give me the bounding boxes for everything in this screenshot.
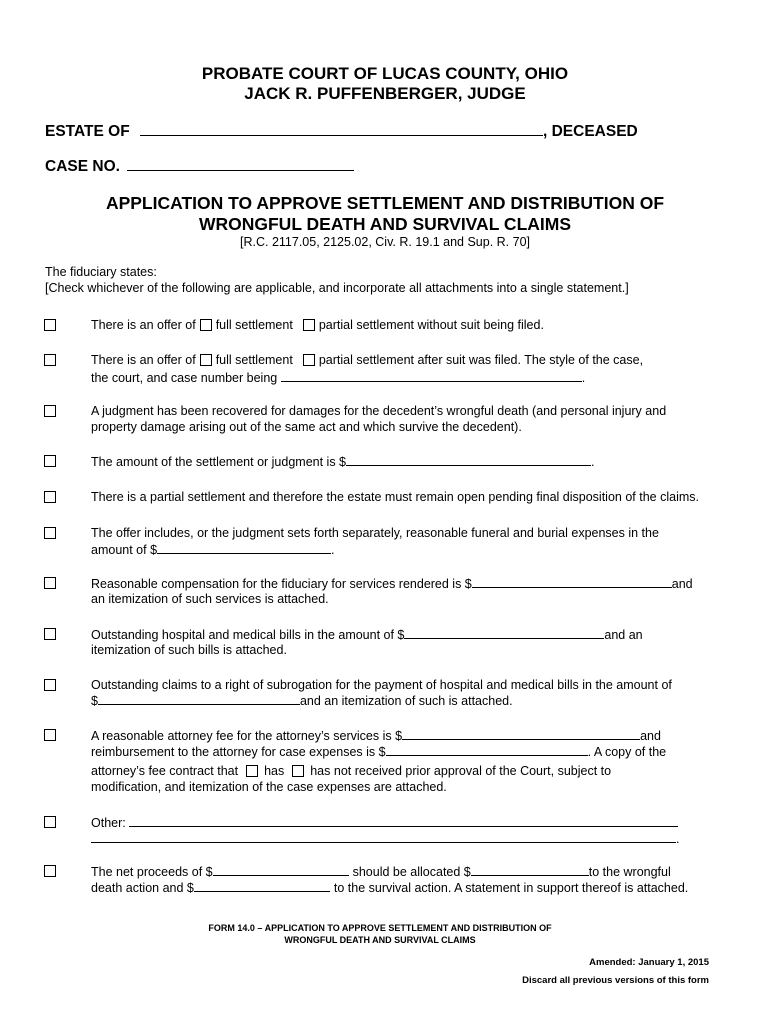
- full-settlement-checkbox[interactable]: [200, 319, 212, 331]
- item-attorney-fee-line-3: [91, 763, 611, 779]
- item-text: and: [671, 577, 693, 591]
- item-text: death action and $: [91, 881, 194, 895]
- item-text: amount of $: [91, 543, 158, 557]
- estate-of-label: ESTATE OF: [45, 123, 130, 140]
- item-text: attorney’s fee contract that: [91, 764, 239, 778]
- item-text: $: [91, 694, 98, 708]
- item-text: to the survival action. A statement in support thereof is attached.: [333, 881, 689, 895]
- case-no-row: [45, 156, 354, 176]
- statute-citation: [R.C. 2117.05, 2125.02, Civ. R. 19.1 and Sup. R. 70]: [240, 235, 530, 249]
- item-net-proceeds-checkbox[interactable]: [44, 865, 56, 877]
- item-medical-bills-line-2: itemization of such bills is attached.: [91, 643, 287, 657]
- discard-notice: Discard all previous versions of this form: [522, 975, 709, 986]
- medical-bills-field[interactable]: [404, 626, 604, 639]
- amended-date: Amended: January 1, 2015: [589, 957, 709, 968]
- item-text: The amount of the settlement or judgment is $: [91, 455, 346, 469]
- item-judgment-recovered-checkbox[interactable]: [44, 405, 56, 417]
- judge-name: JACK R. PUFFENBERGER, JUDGE: [244, 84, 526, 103]
- item-text: Reasonable compensation for the fiduciary for services rendered is $: [91, 577, 472, 591]
- item-text: Outstanding hospital and medical bills in the amount of $: [91, 628, 405, 642]
- item-text: The net proceeds of $: [91, 865, 213, 879]
- item-text: and: [640, 729, 661, 743]
- item-judgment-recovered-line-2: property damage arising out of the same act and which survive the decedent).: [91, 420, 522, 434]
- item-attorney-fee-line-2: [91, 743, 666, 760]
- item-text: There is an offer of: [91, 318, 196, 332]
- item-text: full settlement: [215, 353, 293, 367]
- intro-statement: The fiduciary states:: [45, 265, 157, 279]
- item-fiduciary-compensation-checkbox[interactable]: [44, 577, 56, 589]
- item-text: partial settlement after suit was filed. The style of the case,: [318, 353, 644, 367]
- item-attorney-fee-checkbox[interactable]: [44, 729, 56, 741]
- subrogation-amount-field[interactable]: [98, 692, 300, 705]
- form-footer-line-1: FORM 14.0 – APPLICATION TO APPROVE SETTLEMENT AND DISTRIBUTION OF: [208, 923, 552, 933]
- survival-allocation-field[interactable]: [194, 879, 330, 892]
- item-medical-bills-line-1: [91, 626, 643, 643]
- has-not-checkbox[interactable]: [292, 765, 304, 777]
- item-text: Other:: [91, 816, 126, 830]
- item-text: There is an offer of: [91, 353, 196, 367]
- item-text: .: [331, 543, 335, 557]
- wrongful-death-allocation-field[interactable]: [471, 863, 589, 876]
- item-text: full settlement: [215, 318, 293, 332]
- form-title-line-2: WRONGFUL DEATH AND SURVIVAL CLAIMS: [198, 214, 572, 234]
- item-fiduciary-compensation-line-1: [91, 575, 693, 592]
- item-funeral-expenses-checkbox[interactable]: [44, 527, 56, 539]
- intro-instructions: [Check whichever of the following are applicable, and incorporate all attachments into a single statement.]: [45, 281, 629, 295]
- net-proceeds-field[interactable]: [213, 863, 349, 876]
- estate-name-field[interactable]: [140, 121, 543, 136]
- item-text: and an itemization of such is attached.: [299, 694, 513, 708]
- item-text: and an: [604, 628, 643, 642]
- item-net-proceeds-line-2: [91, 879, 688, 896]
- item-text: .: [591, 455, 595, 469]
- full-settlement-checkbox[interactable]: [200, 354, 212, 366]
- item-settlement-amount: [91, 453, 594, 470]
- partial-settlement-checkbox[interactable]: [303, 354, 315, 366]
- other-field-line-1[interactable]: [129, 814, 678, 827]
- item-subrogation-line-2: [91, 692, 513, 709]
- item-partial-settlement: There is a partial settlement and therefore the estate must remain open pending final disposition of the claims.: [91, 490, 699, 504]
- item-judgment-recovered-line-1: A judgment has been recovered for damages for the decedent’s wrongful death (and personal injury and: [91, 404, 667, 418]
- case-expenses-field[interactable]: [386, 743, 588, 756]
- item-other-checkbox[interactable]: [44, 816, 56, 828]
- item-text: has not received prior approval of the Court, subject to: [310, 764, 612, 778]
- partial-settlement-checkbox[interactable]: [303, 319, 315, 331]
- item-subrogation-line-1: Outstanding claims to a right of subrogation for the payment of hospital and medical bills in the amount of: [91, 678, 672, 692]
- item-text: reimbursement to the attorney for case expenses is $: [91, 745, 386, 759]
- item-attorney-fee-line-1: [91, 727, 661, 744]
- item-text: has: [264, 764, 285, 778]
- item-text: the court, and case number being: [91, 371, 278, 385]
- item-text: . A copy of the: [587, 745, 667, 759]
- item-offer-after-suit-checkbox[interactable]: [44, 354, 56, 366]
- estate-of-row: [45, 121, 638, 141]
- form-title-line-1: APPLICATION TO APPROVE SETTLEMENT AND DISTRIBUTION OF: [105, 193, 665, 213]
- attorney-fee-field[interactable]: [402, 727, 640, 740]
- case-number-field[interactable]: [127, 156, 354, 171]
- deceased-label: , DECEASED: [543, 123, 638, 140]
- item-text: .: [676, 832, 680, 846]
- item-offer-after-suit-line-2: [91, 369, 585, 386]
- item-funeral-expenses-line-1: The offer includes, or the judgment sets forth separately, reasonable funeral and burial expenses in the: [91, 526, 659, 540]
- fiduciary-compensation-field[interactable]: [472, 575, 672, 588]
- item-offer-without-suit: [91, 317, 544, 333]
- item-partial-settlement-checkbox[interactable]: [44, 491, 56, 503]
- case-style-field[interactable]: [281, 369, 582, 382]
- item-funeral-expenses-line-2: [91, 541, 335, 558]
- item-text: .: [581, 371, 586, 385]
- item-medical-bills-checkbox[interactable]: [44, 628, 56, 640]
- court-name: PROBATE COURT OF LUCAS COUNTY, OHIO: [201, 64, 569, 83]
- settlement-amount-field[interactable]: [346, 453, 591, 466]
- item-fiduciary-compensation-line-2: an itemization of such services is attached.: [91, 592, 329, 606]
- item-other-line-2: [91, 830, 679, 847]
- item-text: A reasonable attorney fee for the attorney’s services is $: [91, 729, 403, 743]
- item-offer-after-suit: [91, 352, 643, 368]
- case-no-label: CASE NO.: [45, 158, 120, 175]
- item-offer-without-suit-checkbox[interactable]: [44, 319, 56, 331]
- item-text: partial settlement without suit being filed.: [318, 318, 544, 332]
- item-other-line-1: [91, 814, 678, 831]
- has-checkbox[interactable]: [246, 765, 258, 777]
- item-settlement-amount-checkbox[interactable]: [44, 455, 56, 467]
- form-footer-line-2: WRONGFUL DEATH AND SURVIVAL CLAIMS: [284, 935, 476, 945]
- funeral-expenses-field[interactable]: [157, 541, 331, 554]
- other-field-line-2[interactable]: [91, 830, 676, 843]
- item-attorney-fee-line-4: modification, and itemization of the case expenses are attached.: [91, 780, 447, 794]
- item-text: should be allocated $: [352, 865, 471, 879]
- item-text: to the wrongful: [588, 865, 671, 879]
- item-net-proceeds-line-1: [91, 863, 671, 880]
- item-subrogation-checkbox[interactable]: [44, 679, 56, 691]
